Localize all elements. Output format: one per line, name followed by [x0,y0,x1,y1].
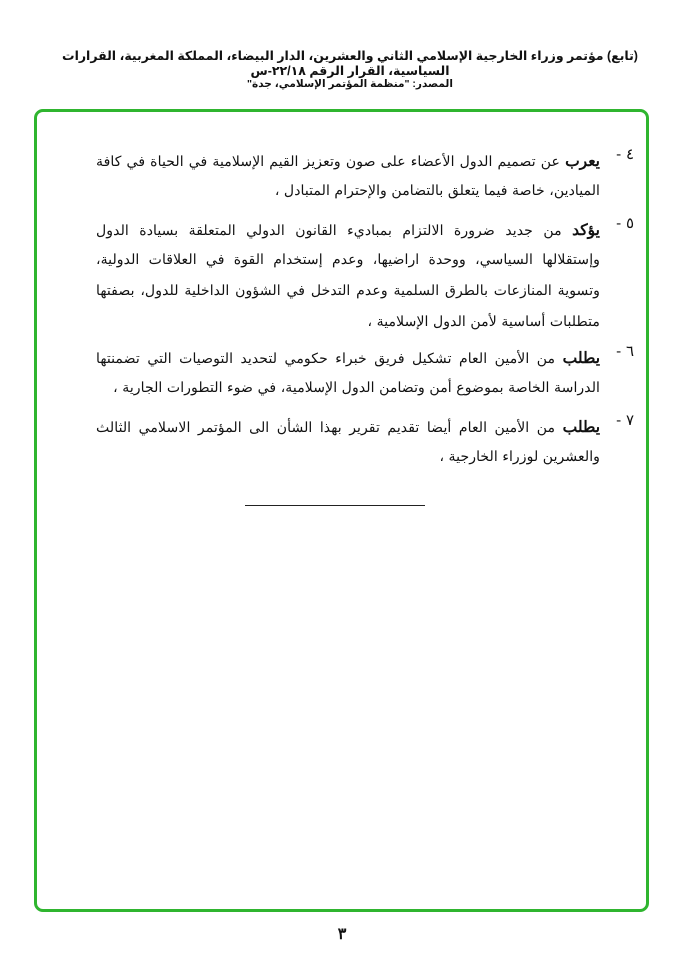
item-keyword: يؤكد [572,220,600,239]
item-line: وتسوية المنازعات بالطرق السلمية وعدم التدخل في الشؤون الداخلية للدول، بصفتها [96,283,600,299]
item-keyword: يطلب [562,417,600,436]
page-number: ٣ [337,924,347,943]
item-line: الدراسة الخاصة بموضوع أمن وتضامن الدول الإسلامية، في ضوء التطورات الجارية ، [113,380,600,396]
item-number: ٤ - [616,145,634,163]
document-header-title: (تابع) مؤتمر وزراء الخارجية الإسلامي الثاني والعشرين، الدار البيضاء، المملكة المغربية، القرارات السياسية، القرار الرقم ٢٢/١٨-س [62,49,638,78]
item-line: من جديد ضرورة الالتزام بمباديء القانون الدولي المتعلقة بسيادة الدول [96,223,562,239]
item-line: متطلبات أساسية لأمن الدول الإسلامية ، [367,314,600,330]
resolution-item-7 [96,411,634,473]
item-line: وإستقلالها السياسي، ووحدة اراضيها، وعدم إستخدام القوة في العلاقات الدولية، [96,252,600,268]
item-line: من الأمين العام أيضا تقديم تقرير بهذا الشأن الى المؤتمر الاسلامي الثالث [96,420,556,436]
item-number: ٦ - [616,342,634,360]
resolution-item-4 [96,145,634,207]
resolution-item-6 [96,342,634,404]
item-line: الميادين، خاصة فيما يتعلق بالتضامن والإحترام المتبادل ، [274,183,600,199]
item-line: والعشرين لوزراء الخارجية ، [439,449,600,465]
item-number: ٧ - [616,411,634,429]
document-source: المصدر: "منظمة المؤتمر الإسلامي، جدة" [247,78,453,90]
item-keyword: يطلب [562,348,600,367]
resolution-item-5 [96,214,634,338]
item-line: من الأمين العام تشكيل فريق خبراء حكومي لتحديد التوصيات التي تضمنتها [96,351,556,367]
end-divider [245,505,425,506]
item-number: ٥ - [616,214,634,232]
item-keyword: يعرب [565,151,600,170]
item-line: عن تصميم الدول الأعضاء على صون وتعزيز القيم الإسلامية في الحياة في كافة [96,154,560,170]
